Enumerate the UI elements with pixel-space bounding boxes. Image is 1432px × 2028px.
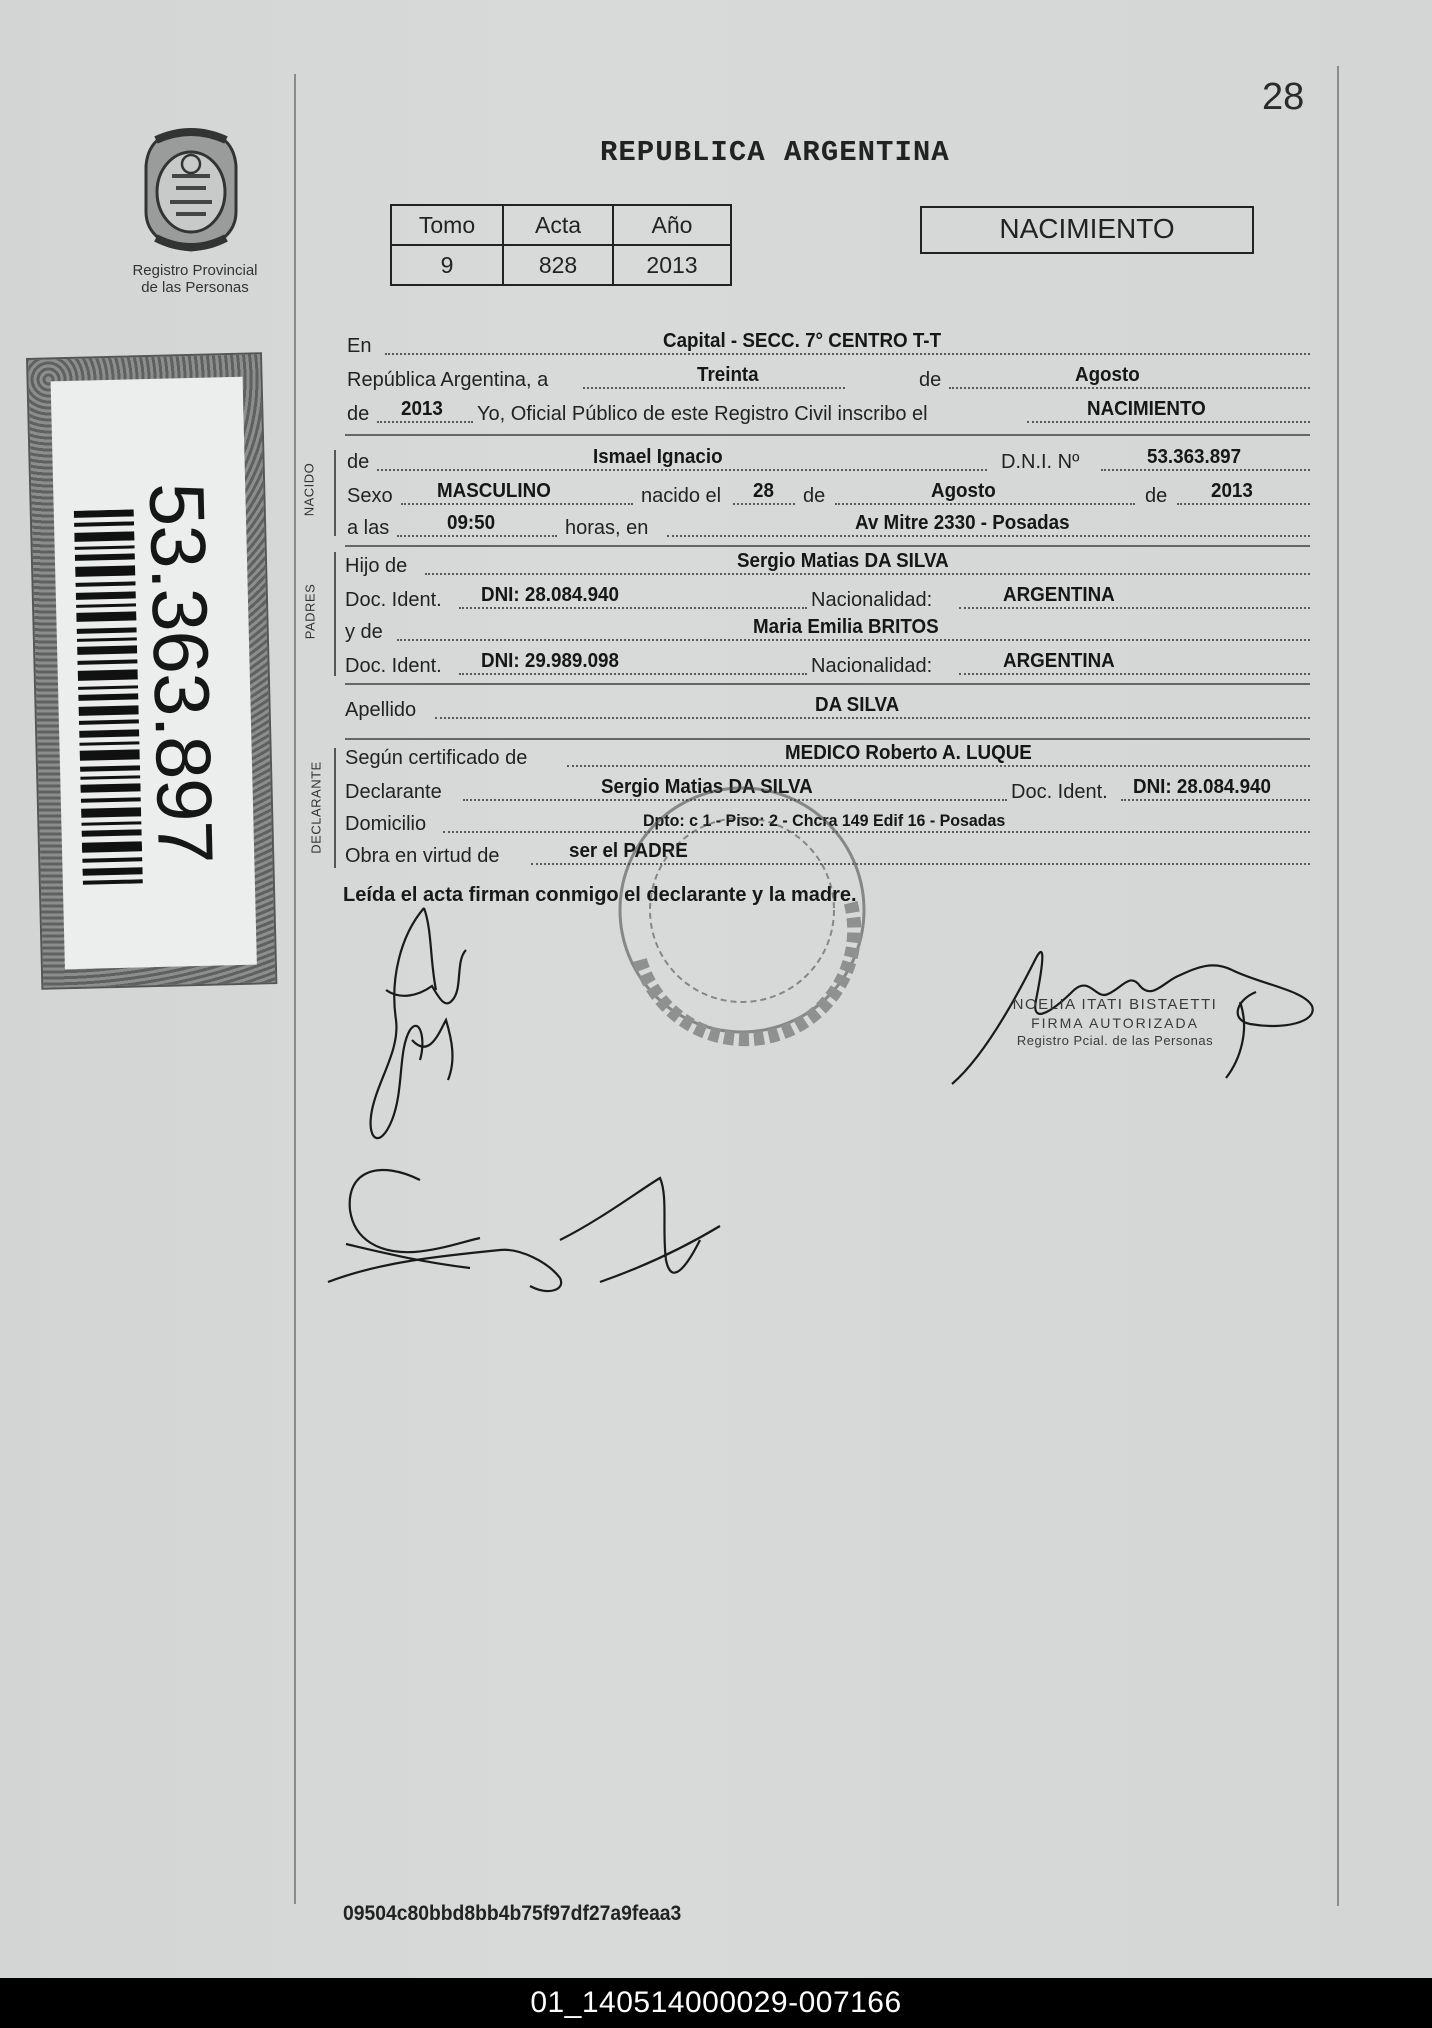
certificate-label: Según certificado de xyxy=(345,747,528,769)
official-round-stamp xyxy=(620,788,864,1039)
place-value: Capital - SECC. 7° CENTRO T-T xyxy=(663,330,942,352)
time-value: 09:50 xyxy=(447,512,496,534)
declarant-signature-1 xyxy=(371,908,466,1138)
declarant-doc-label: Doc. Ident. xyxy=(1011,781,1108,803)
authority-office: Registro Pcial. de las Personas xyxy=(1016,1033,1214,1048)
father-label: Hijo de xyxy=(345,555,408,577)
capacity-value: ser el PADRE xyxy=(569,840,688,862)
authorized-signature-block xyxy=(975,996,1255,1050)
father-doc-label: Doc. Ident. xyxy=(345,589,442,611)
mother-signature xyxy=(328,1170,720,1291)
country-label: República Argentina, a xyxy=(347,369,549,391)
barcode-number: 53.363.897 xyxy=(132,481,230,864)
anio-value: 2013 xyxy=(613,245,731,285)
name-label: de xyxy=(347,451,370,473)
inscribe-text: Yo, Oficial Público de este Registro Civil inscribo el xyxy=(477,403,928,425)
document-hash: 09504c80bbd8bb4b75f97df27a9feaa3 xyxy=(343,1902,682,1925)
child-name-value: Ismael Ignacio xyxy=(593,446,723,468)
mother-doc-label: Doc. Ident. xyxy=(345,655,442,677)
registry-name-line1: Registro Provincial xyxy=(132,262,258,279)
of-label: de xyxy=(919,369,942,391)
born-of-label: de xyxy=(803,485,826,507)
born-year-label: de xyxy=(1145,485,1168,507)
declarant-value: Sergio Matias DA SILVA xyxy=(601,776,813,798)
day-value: Treinta xyxy=(697,364,759,386)
born-day-value: 28 xyxy=(753,480,774,502)
born-label: nacido el xyxy=(641,485,722,507)
acta-value: 828 xyxy=(503,245,613,285)
inscribe-value: NACIMIENTO xyxy=(1087,398,1206,420)
birthplace-value: Av Mitre 2330 - Posadas xyxy=(855,512,1070,534)
registry-name-line2: de las Personas xyxy=(141,279,249,296)
father-doc-value: DNI: 28.084.940 xyxy=(481,584,619,606)
section-label-born: NACIDO xyxy=(301,462,317,517)
authority-title: FIRMA AUTORIZADA xyxy=(1031,1015,1199,1031)
country-heading: REPUBLICA ARGENTINA xyxy=(600,136,950,169)
section-label-parents: PADRES xyxy=(302,583,318,640)
year-label: de xyxy=(347,403,370,425)
footer-file-id: 01_140514000029-007166 xyxy=(0,1978,1432,2028)
surname-value: DA SILVA xyxy=(815,694,900,716)
declarant-doc-value: DNI: 28.084.940 xyxy=(1133,776,1271,798)
child-dni-value: 53.363.897 xyxy=(1147,446,1242,468)
father-nationality-label: Nacionalidad: xyxy=(811,589,933,611)
mother-nationality-label: Nacionalidad: xyxy=(811,655,933,677)
tomo-header: Tomo xyxy=(391,205,503,245)
page-number: 28 xyxy=(1262,76,1305,118)
mother-value: Maria Emilia BRITOS xyxy=(753,616,939,638)
father-nationality-value: ARGENTINA xyxy=(1003,584,1115,606)
address-label: Domicilio xyxy=(345,813,427,835)
anio-header: Año xyxy=(613,205,731,245)
dni-label: D.N.I. Nº xyxy=(1001,451,1080,473)
certificate-value: MEDICO Roberto A. LUQUE xyxy=(785,742,1032,764)
capacity-label: Obra en virtud de xyxy=(345,845,500,867)
year-value: 2013 xyxy=(401,398,443,420)
born-year-value: 2013 xyxy=(1211,480,1253,502)
declarant-label: Declarante xyxy=(345,781,442,803)
address-value: Dpto: c 1 - Piso: 2 - Chcra 149 Edif 16 - Posadas xyxy=(643,811,1006,830)
surname-label: Apellido xyxy=(345,699,417,721)
acta-header: Acta xyxy=(503,205,613,245)
place-label: En xyxy=(347,335,372,357)
closing-statement: Leída el acta firman conmigo el declarante y la madre. xyxy=(343,884,857,906)
sex-label: Sexo xyxy=(347,485,393,507)
time-label: a las xyxy=(347,517,390,539)
sex-value: MASCULINO xyxy=(437,480,551,502)
mother-doc-value: DNI: 29.989.098 xyxy=(481,650,619,672)
born-month-value: Agosto xyxy=(931,480,996,502)
month-value: Agosto xyxy=(1075,364,1140,386)
authority-name: NOELIA ITATI BISTAETTI xyxy=(1012,996,1218,1013)
father-value: Sergio Matias DA SILVA xyxy=(737,550,949,572)
section-label-declarant: DECLARANTE xyxy=(308,761,324,854)
mother-label: y de xyxy=(345,621,383,643)
record-type-box: NACIMIENTO xyxy=(920,206,1254,254)
mother-nationality-value: ARGENTINA xyxy=(1003,650,1115,672)
hours-label: horas, en xyxy=(565,517,649,539)
tomo-value: 9 xyxy=(391,245,503,285)
